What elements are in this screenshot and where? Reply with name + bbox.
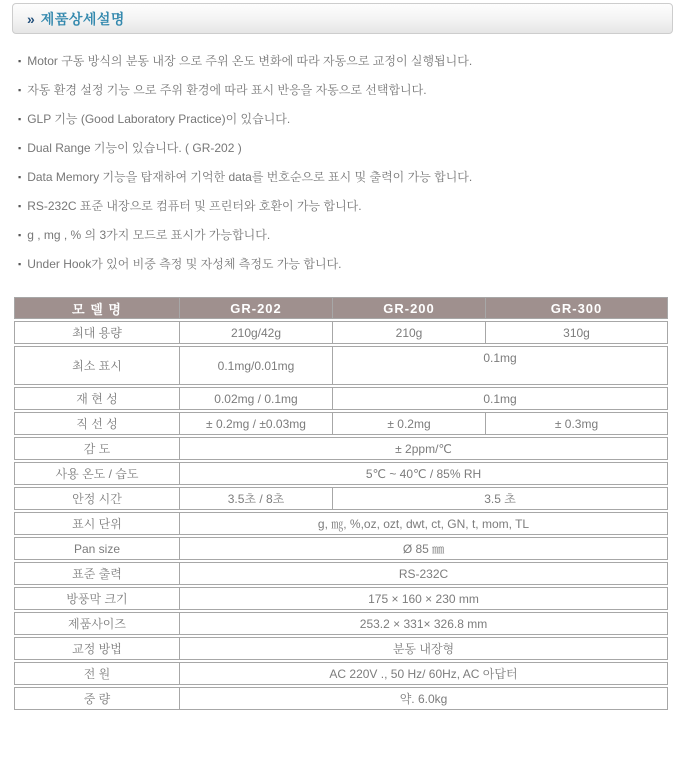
row-value: 310g <box>486 321 668 344</box>
column-header-model: 모 델 명 <box>14 297 180 319</box>
feature-item <box>18 257 683 272</box>
column-header-gr-200: GR-200 <box>333 297 486 319</box>
row-value: 210g/42g <box>180 321 333 344</box>
bullet-icon: ▪ <box>18 172 22 182</box>
table-row <box>14 562 668 585</box>
bullet-icon: ▪ <box>18 259 22 269</box>
row-label: 안정 시간 <box>14 487 180 510</box>
row-value: RS-232C <box>180 562 668 585</box>
row-label: 표준 출력 <box>14 562 180 585</box>
table-row <box>14 346 668 385</box>
table-row <box>14 662 668 685</box>
row-label: 직 선 성 <box>14 412 180 435</box>
row-value: 175 × 160 × 230 mm <box>180 587 668 610</box>
row-value: ± 0.2mg / ±0.03mg <box>180 412 333 435</box>
row-value: 약. 6.0kg <box>180 687 668 710</box>
row-value: ± 2ppm/℃ <box>180 437 668 460</box>
row-label: 사용 온도 / 습도 <box>14 462 180 485</box>
table-row <box>14 537 668 560</box>
row-value: 3.5초 / 8초 <box>180 487 333 510</box>
bullet-icon: ▪ <box>18 114 22 124</box>
row-value: 0.1mg <box>333 346 668 385</box>
row-value: 3.5 초 <box>333 487 668 510</box>
table-row <box>14 387 668 410</box>
row-label: Pan size <box>14 537 180 560</box>
row-label: 전 원 <box>14 662 180 685</box>
feature-item <box>18 54 683 69</box>
bullet-icon: ▪ <box>18 143 22 153</box>
row-label: 재 현 성 <box>14 387 180 410</box>
table-row <box>14 587 668 610</box>
spec-header-row <box>14 297 668 319</box>
row-value: 210g <box>333 321 486 344</box>
row-value: ± 0.2mg <box>333 412 486 435</box>
column-header-gr-300: GR-300 <box>486 297 668 319</box>
row-value: 253.2 × 331× 326.8 mm <box>180 612 668 635</box>
row-value: ± 0.3mg <box>486 412 668 435</box>
row-label: 제품사이즈 <box>14 612 180 635</box>
feature-text: GLP 기능 (Good Laboratory Practice)이 있습니다. <box>27 112 291 126</box>
feature-item <box>18 83 683 98</box>
table-row <box>14 637 668 660</box>
spec-table <box>14 295 668 712</box>
feature-text: RS-232C 표준 내장으로 컴퓨터 및 프린터와 호환이 가능 합니다. <box>27 199 362 213</box>
table-row <box>14 687 668 710</box>
row-value: 0.1mg/0.01mg <box>180 346 333 385</box>
row-value: 0.02mg / 0.1mg <box>180 387 333 410</box>
row-value: 0.1mg <box>333 387 668 410</box>
row-value: Ø 85 ㎜ <box>180 537 668 560</box>
feature-text: Motor 구동 방식의 분동 내장 으로 주위 온도 변화에 따라 자동으로 교정이 실행됩니다. <box>27 54 473 68</box>
feature-text: Dual Range 기능이 있습니다. ( GR-202 ) <box>27 141 242 155</box>
column-header-gr-202: GR-202 <box>180 297 333 319</box>
feature-item <box>18 170 683 185</box>
table-row <box>14 437 668 460</box>
table-row <box>14 512 668 535</box>
section-title-bar <box>12 3 673 34</box>
table-row <box>14 612 668 635</box>
feature-item <box>18 199 683 214</box>
feature-item <box>18 112 683 127</box>
row-label: 감 도 <box>14 437 180 460</box>
row-value: g, ㎎, %,oz, ozt, dwt, ct, GN, t, mom, TL <box>180 512 668 535</box>
table-row <box>14 462 668 485</box>
row-label: 중 량 <box>14 687 180 710</box>
bullet-icon: ▪ <box>18 201 22 211</box>
bullet-icon: ▪ <box>18 230 22 240</box>
spec-table-head <box>14 297 668 319</box>
feature-list <box>18 54 683 272</box>
row-value: 분동 내장형 <box>180 637 668 660</box>
double-chevron-icon: » <box>27 10 35 27</box>
feature-text: Under Hook가 있어 비중 측정 및 자성체 측정도 가능 합니다. <box>27 257 342 271</box>
row-label: 방풍막 크기 <box>14 587 180 610</box>
row-label: 최소 표시 <box>14 346 180 385</box>
row-value: AC 220V ., 50 Hz/ 60Hz, AC 아답터 <box>180 662 668 685</box>
feature-text: 자동 환경 설정 기능 으로 주위 환경에 따라 표시 반응을 자동으로 선택합니다. <box>27 83 427 97</box>
feature-text: g , mg , % 의 3가지 모드로 표시가 가능합니다. <box>27 228 271 242</box>
spec-table-body <box>14 321 668 710</box>
feature-text: Data Memory 기능을 탑재하여 기억한 data를 번호순으로 표시 및 출력이 가능 합니다. <box>27 170 473 184</box>
table-row <box>14 412 668 435</box>
feature-item <box>18 141 683 156</box>
row-label: 교정 방법 <box>14 637 180 660</box>
row-value: 5℃ ~ 40℃ / 85% RH <box>180 462 668 485</box>
bullet-icon: ▪ <box>18 85 22 95</box>
page-title: 제품상세설명 <box>40 10 125 27</box>
table-row <box>14 487 668 510</box>
bullet-icon: ▪ <box>18 56 22 66</box>
feature-item <box>18 228 683 243</box>
row-label: 표시 단위 <box>14 512 180 535</box>
row-label: 최대 용량 <box>14 321 180 344</box>
table-row <box>14 321 668 344</box>
